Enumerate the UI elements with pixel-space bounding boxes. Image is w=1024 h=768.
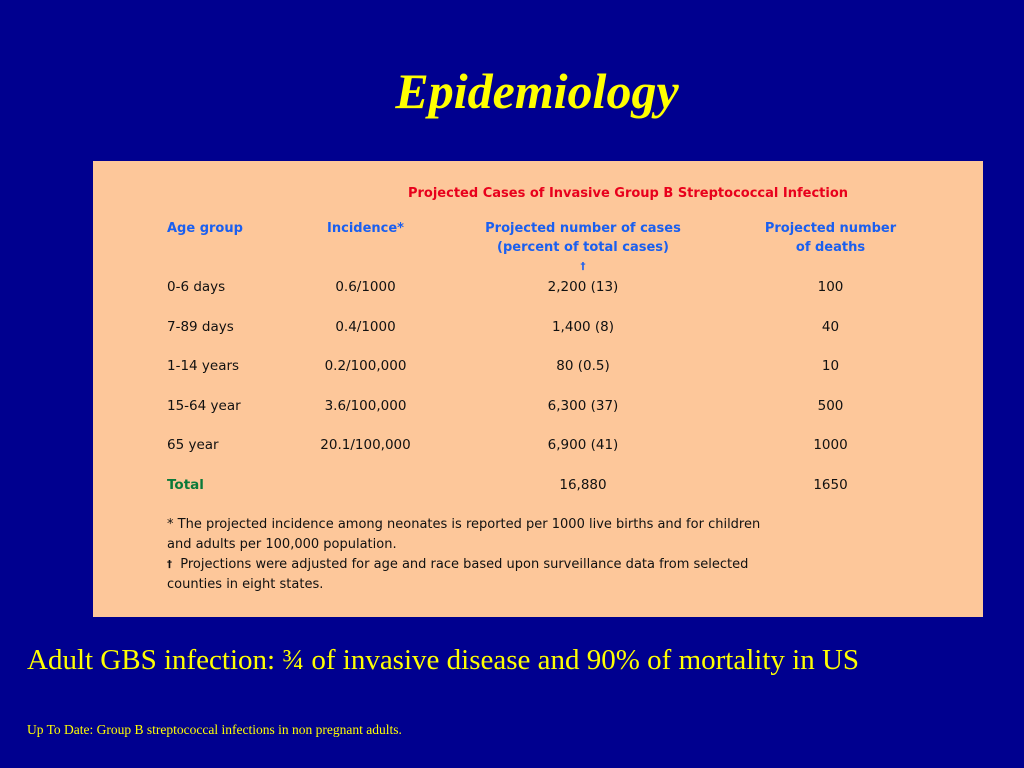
cell-deaths: 1000: [813, 437, 848, 453]
cell-cases: 80 (0.5): [556, 358, 610, 374]
cell-incidence: 20.1/100,000: [320, 437, 411, 453]
table-footnotes: [167, 515, 867, 595]
slide-title: Epidemiology: [395, 63, 679, 119]
cell-deaths: 10: [821, 358, 840, 374]
cell-deaths: 500: [817, 398, 844, 414]
cell-cases: 6,300 (37): [547, 398, 619, 414]
cell-age: 7-89 days: [167, 319, 234, 335]
source-reference: Up To Date: Group B streptococcal infections in non pregnant adults.: [27, 722, 402, 737]
cell-cases: 2,200 (13): [547, 279, 619, 295]
total-label: Total: [167, 477, 204, 493]
dagger-mark: †: [167, 559, 172, 570]
cell-cases: 6,900 (41): [547, 437, 619, 453]
cell-age: 1-14 years: [167, 358, 240, 374]
header-projected-cases: Projected number of cases (percent of total cases) †: [433, 219, 733, 276]
footnote-line: counties in eight states.: [167, 577, 324, 592]
cell-incidence: 0.2/100,000: [324, 358, 407, 374]
cell-incidence: 0.4/1000: [335, 319, 396, 335]
footnote-line: * The projected incidence among neonates is reported per 1000 live births and for children: [167, 517, 761, 532]
table-row: [93, 356, 983, 376]
cell-age: 65 year: [167, 437, 219, 453]
footnote-line: Projections were adjusted for age and race based upon surveillance data from selected: [180, 557, 749, 572]
header-incidence: Incidence*: [327, 221, 404, 236]
table-row: [93, 277, 983, 297]
total-cases: 16,880: [559, 477, 607, 493]
cell-cases: 1,400 (8): [551, 319, 615, 335]
dagger-mark: †: [580, 261, 586, 272]
summary-statement: Adult GBS infection: ¾ of invasive disease and 90% of mortality in US: [27, 644, 860, 676]
cell-age: 15-64 year: [167, 398, 241, 414]
table-row: [93, 317, 983, 337]
table-row: [93, 435, 983, 455]
cell-deaths: 100: [817, 279, 844, 295]
gbs-table-panel: [93, 161, 983, 617]
header-age-group: Age group: [167, 221, 243, 236]
cell-incidence: 0.6/1000: [335, 279, 396, 295]
header-projected-deaths: Projected number of deaths: [764, 221, 897, 255]
total-deaths: 1650: [813, 477, 848, 493]
cell-age: 0-6 days: [167, 279, 226, 295]
footnote-line: and adults per 100,000 population.: [167, 537, 397, 552]
header-cases-line2: (percent of total cases): [497, 240, 669, 255]
table-row: [93, 396, 983, 416]
cell-incidence: 3.6/100,000: [324, 398, 407, 414]
cell-deaths: 40: [821, 319, 840, 335]
table-total-row: [93, 475, 983, 495]
table-title: Projected Cases of Invasive Group B Streptococcal Infection: [407, 186, 849, 201]
